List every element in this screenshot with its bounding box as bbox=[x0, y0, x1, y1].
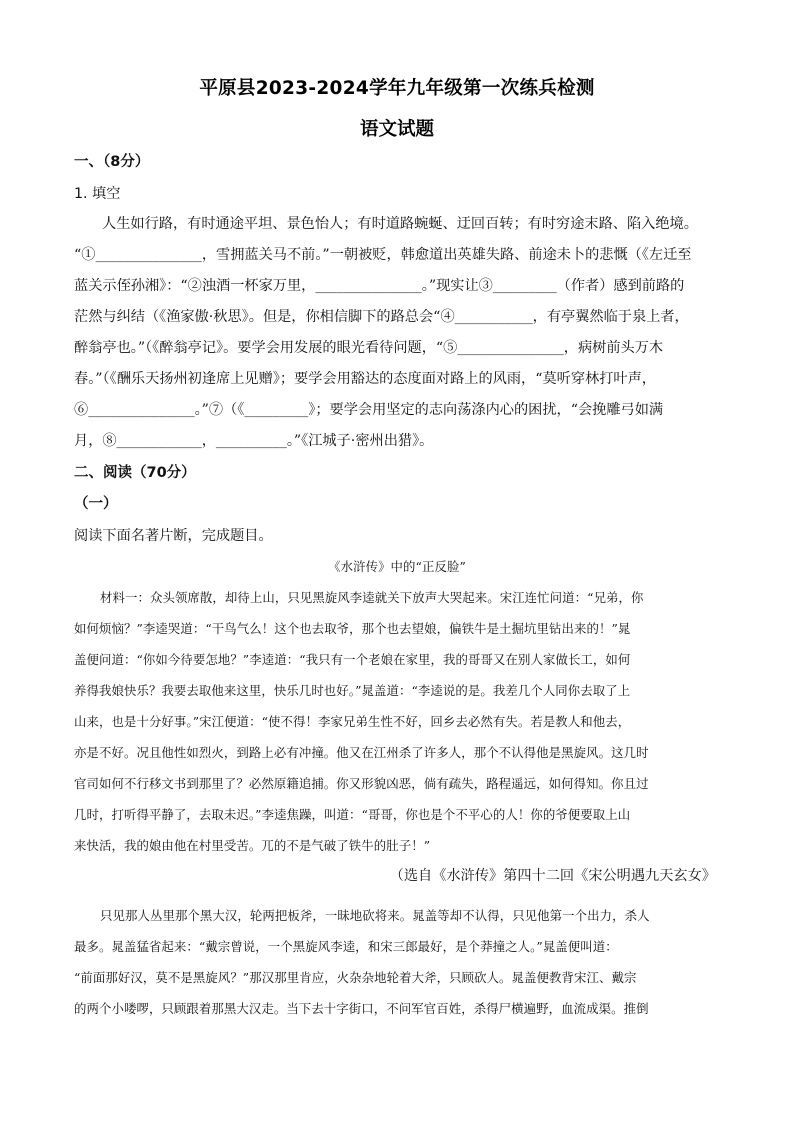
fill-blank-line: 醉翁亭也。”（《醉翁亭记》。要学会用发展的眼光看待问题，“⑤_______________，病树前头万木 bbox=[74, 340, 664, 356]
material-2-line: “前面那好汉，莫不是黑旋风？”那汉那里肯应，火杂杂地轮着大斧，只顾砍人。晁盖便教背宋江、戴宗 bbox=[74, 970, 637, 985]
material-1-line: 养得我娘快乐？我要去取他来这里，快乐几时也好。”晁盖道：“李逵说的是。我差几个人同你去取了上 bbox=[74, 683, 631, 698]
fill-blank-line: 蓝关示侄孙湘》：“②浊酒一杯家万里，_______________。”现实让③_________（作者）感到前路的 bbox=[74, 278, 685, 294]
material-1-line: 官司如何不行移文书到那里了？必然原籍追捕。你又形貌凶恶，倘有疏失，路程遥远，如何得知。你且过 bbox=[74, 776, 649, 791]
material-2-line: 只见那人丛里那个黑大汉，轮两把板斧，一昧地砍将来。晁盖等却不认得，只见他第一个出力，杀人 bbox=[100, 908, 650, 923]
material-1-line: 材料一：众头领席散，却待上山，只见黑旋风李逵就关下放声大哭起来。宋江连忙问道：“兄弟，你 bbox=[100, 590, 644, 605]
fill-blank-line: 人生如行路，有时通途平坦、景色怡人；有时道路蜿蜒、迂回百转；有时穷途末路、陷入绝境。 bbox=[102, 216, 698, 232]
exam-title: 平原县2023-2024学年九年级第一次练兵检测 bbox=[199, 78, 595, 99]
material-2-line: 最多。晁盖猛省起来：“戴宗曾说，一个黑旋风李逵，和宋三郎最好，是个莽撞之人。”晁盖便叫道： bbox=[74, 939, 618, 954]
exam-subtitle: 语文试题 bbox=[359, 119, 434, 140]
question-1-label: 1. 填空 bbox=[74, 186, 121, 202]
reading-instruction: 阅读下面名著片断，完成题目。 bbox=[74, 528, 273, 544]
section-1-heading: 一、（8分） bbox=[74, 154, 150, 170]
material-1-line: 几时，打听得平静了，去取未迟。”李逵焦躁，叫道：“哥哥，你也是个不平心的人！你的爷便要取上山 bbox=[74, 807, 631, 822]
fill-blank-line: 月，⑧____________，__________。”《江城子·密州出猎》。 bbox=[74, 433, 434, 449]
material-2-line: 的两个小喽啰，只顾跟着那黑大汉走。当下去十字街口，不问军官百姓，杀得尸横遍野，血流成渠。推倒 bbox=[74, 1001, 649, 1016]
material-1-line: 盖便问道：“你如今待要怎地？”李逵道：“我只有一个老娘在家里，我的哥哥又在别人家做长工，如何 bbox=[74, 652, 631, 667]
material-1-line: 山来，也是十分好事。”宋江便道：“使不得！李家兄弟生性不好，回乡去必然有失。若是教人和他去， bbox=[74, 714, 631, 729]
fill-blank-line: ⑥_______________。”⑦（《_________》；要学会用坚定的志向荡涤内心的困扰，“会挽雕弓如满 bbox=[74, 402, 664, 418]
material-1-source: （选自《水浒传》第四十二回《宋公明遇九天玄女》 bbox=[389, 868, 716, 884]
passage-title: 《水浒传》中的“正反脸” bbox=[328, 559, 466, 574]
fill-blank-line: 茫然与纠结（《渔家傲·秋思》。但是，你相信脚下的路总会“④___________，有亭翼然临于泉上者， bbox=[74, 309, 689, 325]
fill-blank-line: “①_______________，雪拥蓝关马不前。”一朝被贬，韩愈道出英雄失路、前途未卜的悲慨（《左迁至 bbox=[74, 247, 692, 263]
material-1-line: 来快活，我的娘由他在村里受苦。兀的不是气破了铁牛的肚子！” bbox=[74, 838, 431, 853]
section-2-heading: 二、阅读（70分） bbox=[74, 465, 196, 481]
sub-section-heading: （一） bbox=[74, 496, 118, 512]
material-1-line: 如何烦恼？”李逵哭道：“干鸟气么！这个也去取爷，那个也去望娘，偏铁牛是土掘坑里钻出来的！”晁 bbox=[74, 621, 631, 636]
material-1-line: 亦是不好。况且他性如烈火，到路上必有冲撞。他又在江州杀了许多人，那个不认得他是黑旋风。这几时 bbox=[74, 745, 649, 760]
fill-blank-line: 春。”（《酬乐天扬州初逢席上见赠》；要学会用豁达的态度面对路上的风雨，“莫听穿林打叶声， bbox=[74, 371, 656, 387]
